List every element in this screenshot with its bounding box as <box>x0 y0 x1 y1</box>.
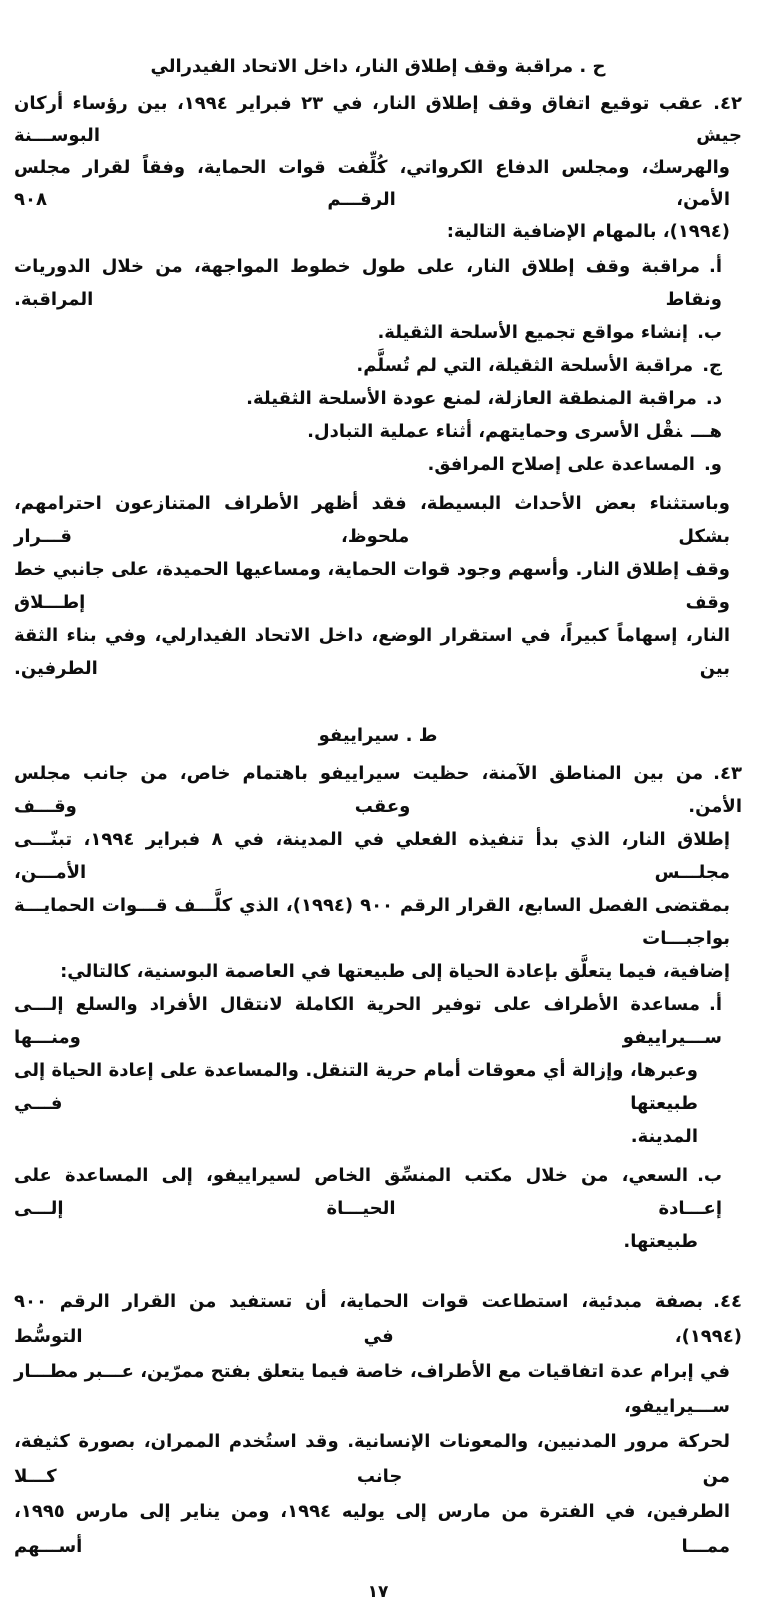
list-item-text: مساعدة الأطراف على توفير الحرية الكاملة لانتقال الأفراد والسلع إلـــى ســـيراييفو ومنـــها <box>14 994 722 1048</box>
paragraph-line: (١٩٩٤)، بالمهام الإضافية التالية: <box>446 221 730 242</box>
paragraph-42 <box>14 88 742 248</box>
paragraph-42-continuation <box>14 487 742 685</box>
list-item-label: أ. <box>708 256 722 277</box>
list-item-label: و. <box>703 454 722 475</box>
list-item-label: هـــ <box>691 421 722 442</box>
paragraph-number: ٤٢. <box>713 93 742 114</box>
page-number: ١٧ <box>367 1582 389 1602</box>
list-item <box>14 1159 742 1258</box>
paragraph-43 <box>14 757 742 988</box>
list-item-line <box>14 1159 742 1225</box>
list-item-label: ج. <box>702 355 722 376</box>
paragraph-line: الطرفين، في الفترة من مارس إلى يوليه ١٩٩٤، ومن يناير إلى مارس ١٩٩٥، ممـــا أســـهم <box>14 1501 730 1557</box>
paragraph-line: وباستثناء بعض الأحداث البسيطة، فقد أظهر الأطراف المتنازعون احترامهم، بشكل ملحوظ، قـــرار <box>14 493 730 547</box>
list-item-text: المساعدة على إصلاح المرافق. <box>427 454 695 475</box>
section-heading-ceasefire-monitoring: ح . مراقبة وقف إطلاق النار، داخل الاتحاد الفيدرالي <box>150 56 606 77</box>
paragraph-text: عقب توقيع اتفاق وقف إطلاق النار، في ٢٣ فبراير ١٩٩٤، بين رؤساء أركان جيش البوســـنة <box>14 93 742 146</box>
paragraph-line: وقف إطلاق النار. وأسهم وجود قوات الحماية، ومساعيها الحميدة، على جانبي خط وقف إطـــلاق <box>14 559 730 613</box>
list-item <box>14 448 742 481</box>
list-item-label: د. <box>705 388 722 409</box>
list-item-label: ب. <box>697 1165 722 1186</box>
subtask-list-42 <box>14 250 742 481</box>
list-item-label: أ. <box>708 994 722 1015</box>
paragraph-line: إطلاق النار، الذي بدأ تنفيذه الفعلي في المدينة، في ٨ فبراير ١٩٩٤، تبنّـــى مجلـــس الأمـــن، <box>14 829 731 883</box>
list-item <box>14 415 742 448</box>
paragraph-text: بصفة مبدئية، استطاعت قوات الحماية، أن تستفيد من القرار الرقم ٩٠٠ (١٩٩٤)، في التوسُّط <box>14 1291 742 1347</box>
paragraph-line <box>14 88 742 152</box>
section-heading-sarajevo: ط . سيراييفو <box>318 725 438 746</box>
list-item-label: ب. <box>697 322 722 343</box>
list-item-line: المدينة. <box>630 1126 698 1147</box>
list-item-line: وعبرها، وإزالة أي معوقات أمام حرية التنقل. والمساعدة على إعادة الحياة إلى طبيعتها فـــي <box>14 1060 698 1114</box>
paragraph-text: من بين المناطق الآمنة، حظيت سيراييفو باهتمام خاص، من جانب مجلس الأمن. وعقب وقـــف <box>14 763 742 817</box>
subtask-list-43 <box>14 988 742 1258</box>
paragraph-number: ٤٣. <box>713 763 742 784</box>
list-item <box>14 988 742 1153</box>
paragraph-line: والهرسك، ومجلس الدفاع الكرواتي، كُلِّفت قوات الحماية، وفقاً لقرار مجلس الأمن، الرقـــم ٩٠٨ <box>14 157 730 210</box>
paragraph-44 <box>14 1284 742 1564</box>
list-item <box>14 250 742 316</box>
paragraph-line: لحركة مرور المدنيين، والمعونات الإنسانية. وقد استُخدم الممران، بصورة كثيفة، من جانب كـــلا <box>14 1431 730 1487</box>
list-item <box>14 382 742 415</box>
paragraph-number: ٤٤. <box>713 1291 742 1312</box>
list-item-text: إنشاء مواقع تجميع الأسلحة الثقيلة. <box>377 322 689 343</box>
paragraph-line: إضافية، فيما يتعلَّق بإعادة الحياة إلى طبيعتها في العاصمة البوسنية، كالتالي: <box>60 961 730 982</box>
list-item <box>14 316 742 349</box>
list-item <box>14 349 742 382</box>
paragraph-line: النار، إسهاماً كبيراً، في استقرار الوضع، داخل الاتحاد الفيدارلي، وفي بناء الثقة بين الطرفين. <box>14 625 730 679</box>
paragraph-line: بمقتضى الفصل السابع، القرار الرقم ٩٠٠ (١٩٩٤)، الذي كلَّـــف قـــوات الحمايـــة بواجبـــات <box>14 895 730 949</box>
paragraph-line <box>14 757 742 823</box>
list-item-text: مراقبة الأسلحة الثقيلة، التي لم تُسلَّم. <box>356 355 694 376</box>
list-item-line <box>14 988 742 1054</box>
paragraph-line <box>14 1284 742 1354</box>
list-item-text: مراقبة المنطقة العازلة، لمنع عودة الأسلحة الثقيلة. <box>246 388 697 409</box>
paragraph-line: في إبرام عدة اتفاقيات مع الأطراف، خاصة فيما يتعلق بفتح ممرّين، عـــبر مطـــار ســـيراييفو، <box>14 1361 730 1417</box>
list-item-text: نقْل الأسرى وحمايتهم، أثناء عملية التبادل. <box>307 421 683 442</box>
list-item-text: السعي، من خلال مكتب المنسِّق الخاص لسيراييفو، إلى المساعدة على إعـــادة الحيـــاة إلـــى <box>14 1165 722 1219</box>
list-item-text: مراقبة وقف إطلاق النار، على طول خطوط المواجهة، من خلال الدوريات ونقاط المراقبة. <box>14 256 722 310</box>
list-item-line: طبيعتها. <box>623 1231 698 1252</box>
